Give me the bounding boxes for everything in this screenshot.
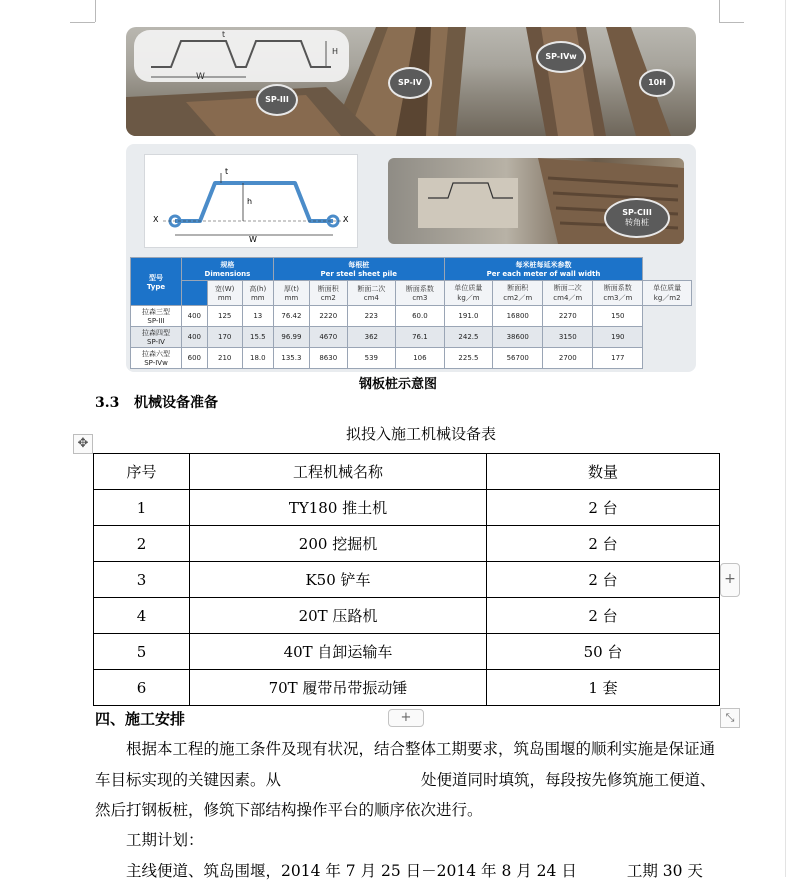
spec-subheader: 厚(t) mm (273, 281, 309, 306)
spec-row-sp-iii (131, 306, 692, 327)
table-cell[interactable]: 40T 自卸运输车 (190, 634, 487, 670)
dim-height-label: H (332, 47, 339, 56)
paragraph-text: 主线便道、筑岛围堰，2014 年 7 月 25 日－2014 年 8 月 24 日 (126, 862, 577, 880)
spec-subheader: 单位质量 kg／m2 (643, 281, 692, 306)
header-cell-quantity[interactable]: 数量 (487, 454, 720, 490)
table-cell[interactable]: 4 (94, 598, 190, 634)
table-resize-handle[interactable] (720, 708, 740, 728)
spec-cell: 76.42 (273, 306, 309, 327)
spec-col-type: 型号 Type (131, 258, 182, 306)
table-header-row (94, 454, 720, 490)
spec-cell: 8630 (309, 348, 347, 369)
spec-subheader: 断面积 cm2／m (493, 281, 543, 306)
spec-cell: 96.99 (273, 327, 309, 348)
table-cell[interactable]: 2 台 (487, 562, 720, 598)
spec-subheader: 宽(W) mm (207, 281, 242, 306)
badge-10h: 10H (639, 69, 675, 97)
table-cell[interactable]: TY180 推土机 (190, 490, 487, 526)
badge-sp-iv: SP-IV (388, 67, 432, 99)
spec-row-sp-ivw (131, 348, 692, 369)
spec-row-sp-iv (131, 327, 692, 348)
table-cell[interactable]: 50 台 (487, 634, 720, 670)
plus-icon: + (724, 571, 736, 587)
paragraph-schedule-item (126, 856, 750, 887)
spec-cell: 177 (593, 348, 643, 369)
spec-cell: 15.5 (242, 327, 273, 348)
margin-mark-top-right (719, 0, 720, 22)
spec-subheader-row (131, 281, 692, 306)
sheet-pile-photo (126, 27, 696, 136)
spec-subheader: 断面系数 cm3／m (593, 281, 643, 306)
spec-cell: 60.0 (396, 306, 445, 327)
margin-mark-top-right-h (719, 22, 744, 23)
paragraph-schedule-label: 工期计划： (126, 831, 204, 849)
spec-cell: 225.5 (444, 348, 493, 369)
add-column-button[interactable] (720, 563, 740, 597)
table-cell[interactable]: 3 (94, 562, 190, 598)
spec-col-dimensions: 规格 Dimensions (182, 258, 274, 281)
spec-subheader: 断面系数 cm3 (396, 281, 445, 306)
spec-type-cell: 拉森三型 SP-III (131, 306, 182, 327)
table-cell[interactable]: 2 台 (487, 490, 720, 526)
spec-cell: 400 (182, 327, 208, 348)
table-cell[interactable]: 2 台 (487, 598, 720, 634)
spec-header-row (131, 258, 692, 281)
spec-cell: 150 (593, 306, 643, 327)
sheet-pile-spec-table (130, 257, 692, 369)
table-cell[interactable]: 1 (94, 490, 190, 526)
add-row-button[interactable] (388, 709, 424, 727)
paragraph-text: 处便道同时填筑，每段按先修筑施工便道、然后打钢板桩，修筑下部结构操作平台的顺序依次进行。 (95, 770, 716, 819)
table-row (94, 526, 720, 562)
move-icon: ✥ (77, 436, 89, 451)
table-row (94, 490, 720, 526)
spec-cell: 13 (242, 306, 273, 327)
table-row (94, 634, 720, 670)
spec-cell: 600 (182, 348, 208, 369)
section-heading-3-3: 3.3 机械设备准备 (95, 395, 218, 411)
badge-sp-ciii (604, 198, 670, 238)
spec-cell: 18.0 (242, 348, 273, 369)
spec-cell: 242.5 (444, 327, 493, 348)
spec-subheader: 断面积 cm2 (309, 281, 347, 306)
badge-sp-ciii-code: SP-CIII (622, 208, 652, 218)
table-cell[interactable]: 6 (94, 670, 190, 706)
resize-icon: ⤡ (725, 711, 735, 724)
spec-type-cell: 拉森六型 SP-IVw (131, 348, 182, 369)
table-row (94, 598, 720, 634)
spec-subheader: 单位质量 kg／m (444, 281, 493, 306)
spec-col-per-pile: 每根桩 Per steel sheet pile (273, 258, 444, 281)
plus-icon: + (400, 710, 412, 725)
figure-caption: 钢板桩示意图 (358, 377, 437, 392)
table-move-handle[interactable] (73, 434, 93, 454)
spec-cell: 38600 (493, 327, 543, 348)
badge-sp-ciii-name: 转角桩 (625, 218, 649, 227)
spec-cell: 16800 (493, 306, 543, 327)
equipment-table-title: 拟投入施工机械设备表 (345, 425, 496, 443)
diagram-w: W (249, 235, 257, 244)
table-cell[interactable]: 5 (94, 634, 190, 670)
table-cell[interactable]: 2 台 (487, 526, 720, 562)
badge-sp-iii: SP-III (256, 84, 298, 116)
spec-col-per-meter: 每米桩每延米参数 Per each meter of wall width (444, 258, 643, 281)
table-row (94, 562, 720, 598)
diagram-h: h (247, 197, 253, 206)
diagram-x-right: X (343, 215, 349, 224)
paragraph-schedule-intro (95, 734, 719, 826)
header-cell-index[interactable]: 序号 (94, 454, 190, 490)
spec-cell: 539 (347, 348, 396, 369)
spec-cell: 362 (347, 327, 396, 348)
spec-cell: 56700 (493, 348, 543, 369)
spec-cell: 135.3 (273, 348, 309, 369)
equipment-table (93, 453, 720, 706)
table-cell[interactable]: 70T 履带吊带振动锤 (190, 670, 487, 706)
diagram-x-left: X (153, 215, 159, 224)
spec-cell: 2220 (309, 306, 347, 327)
spec-subheader: 断面二次 cm4 (347, 281, 396, 306)
table-cell[interactable]: 20T 压路机 (190, 598, 487, 634)
spec-cell: 106 (396, 348, 445, 369)
dim-width-label: W (196, 72, 205, 82)
spec-cell: 4670 (309, 327, 347, 348)
spec-cell: 2700 (543, 348, 593, 369)
margin-mark-top-left-h (70, 22, 95, 23)
spec-cell: 190 (593, 327, 643, 348)
spec-cell: 2270 (543, 306, 593, 327)
spec-cell: 223 (347, 306, 396, 327)
paragraph-text: 工期 30 天 (626, 862, 703, 880)
spec-type-cell: 拉森四型 SP-IV (131, 327, 182, 348)
sheet-pile-spec-panel (126, 144, 696, 372)
spec-cell: 191.0 (444, 306, 493, 327)
spec-cell: 3150 (543, 327, 593, 348)
spec-subheader: 断面二次 cm4／m (543, 281, 593, 306)
table-cell[interactable]: 200 挖掘机 (190, 526, 487, 562)
spec-cell: 76.1 (396, 327, 445, 348)
section-heading-4: 四、施工安排 (95, 710, 186, 728)
margin-mark-top-left (95, 0, 96, 22)
spec-cell: 400 (182, 306, 208, 327)
dim-thickness-label: t (222, 30, 226, 39)
spec-cell: 125 (207, 306, 242, 327)
profile-diagram (144, 154, 358, 248)
spec-subheader: 高(h) mm (242, 281, 273, 306)
spec-cell: 170 (207, 327, 242, 348)
paragraph-text: 根据本工程的施工条件及现有状况，结合整体工期要求，筑岛围堰的顺利实施是保证通车目标实现的关键因素。从 (95, 740, 716, 789)
table-row (94, 670, 720, 706)
header-cell-name[interactable]: 工程机械名称 (190, 454, 487, 490)
badge-sp-ivw: SP-IVw (536, 41, 586, 73)
diagram-t: t (225, 167, 229, 176)
table-cell[interactable]: 1 套 (487, 670, 720, 706)
table-cell[interactable]: K50 铲车 (190, 562, 487, 598)
spec-cell: 210 (207, 348, 242, 369)
table-cell[interactable]: 2 (94, 526, 190, 562)
